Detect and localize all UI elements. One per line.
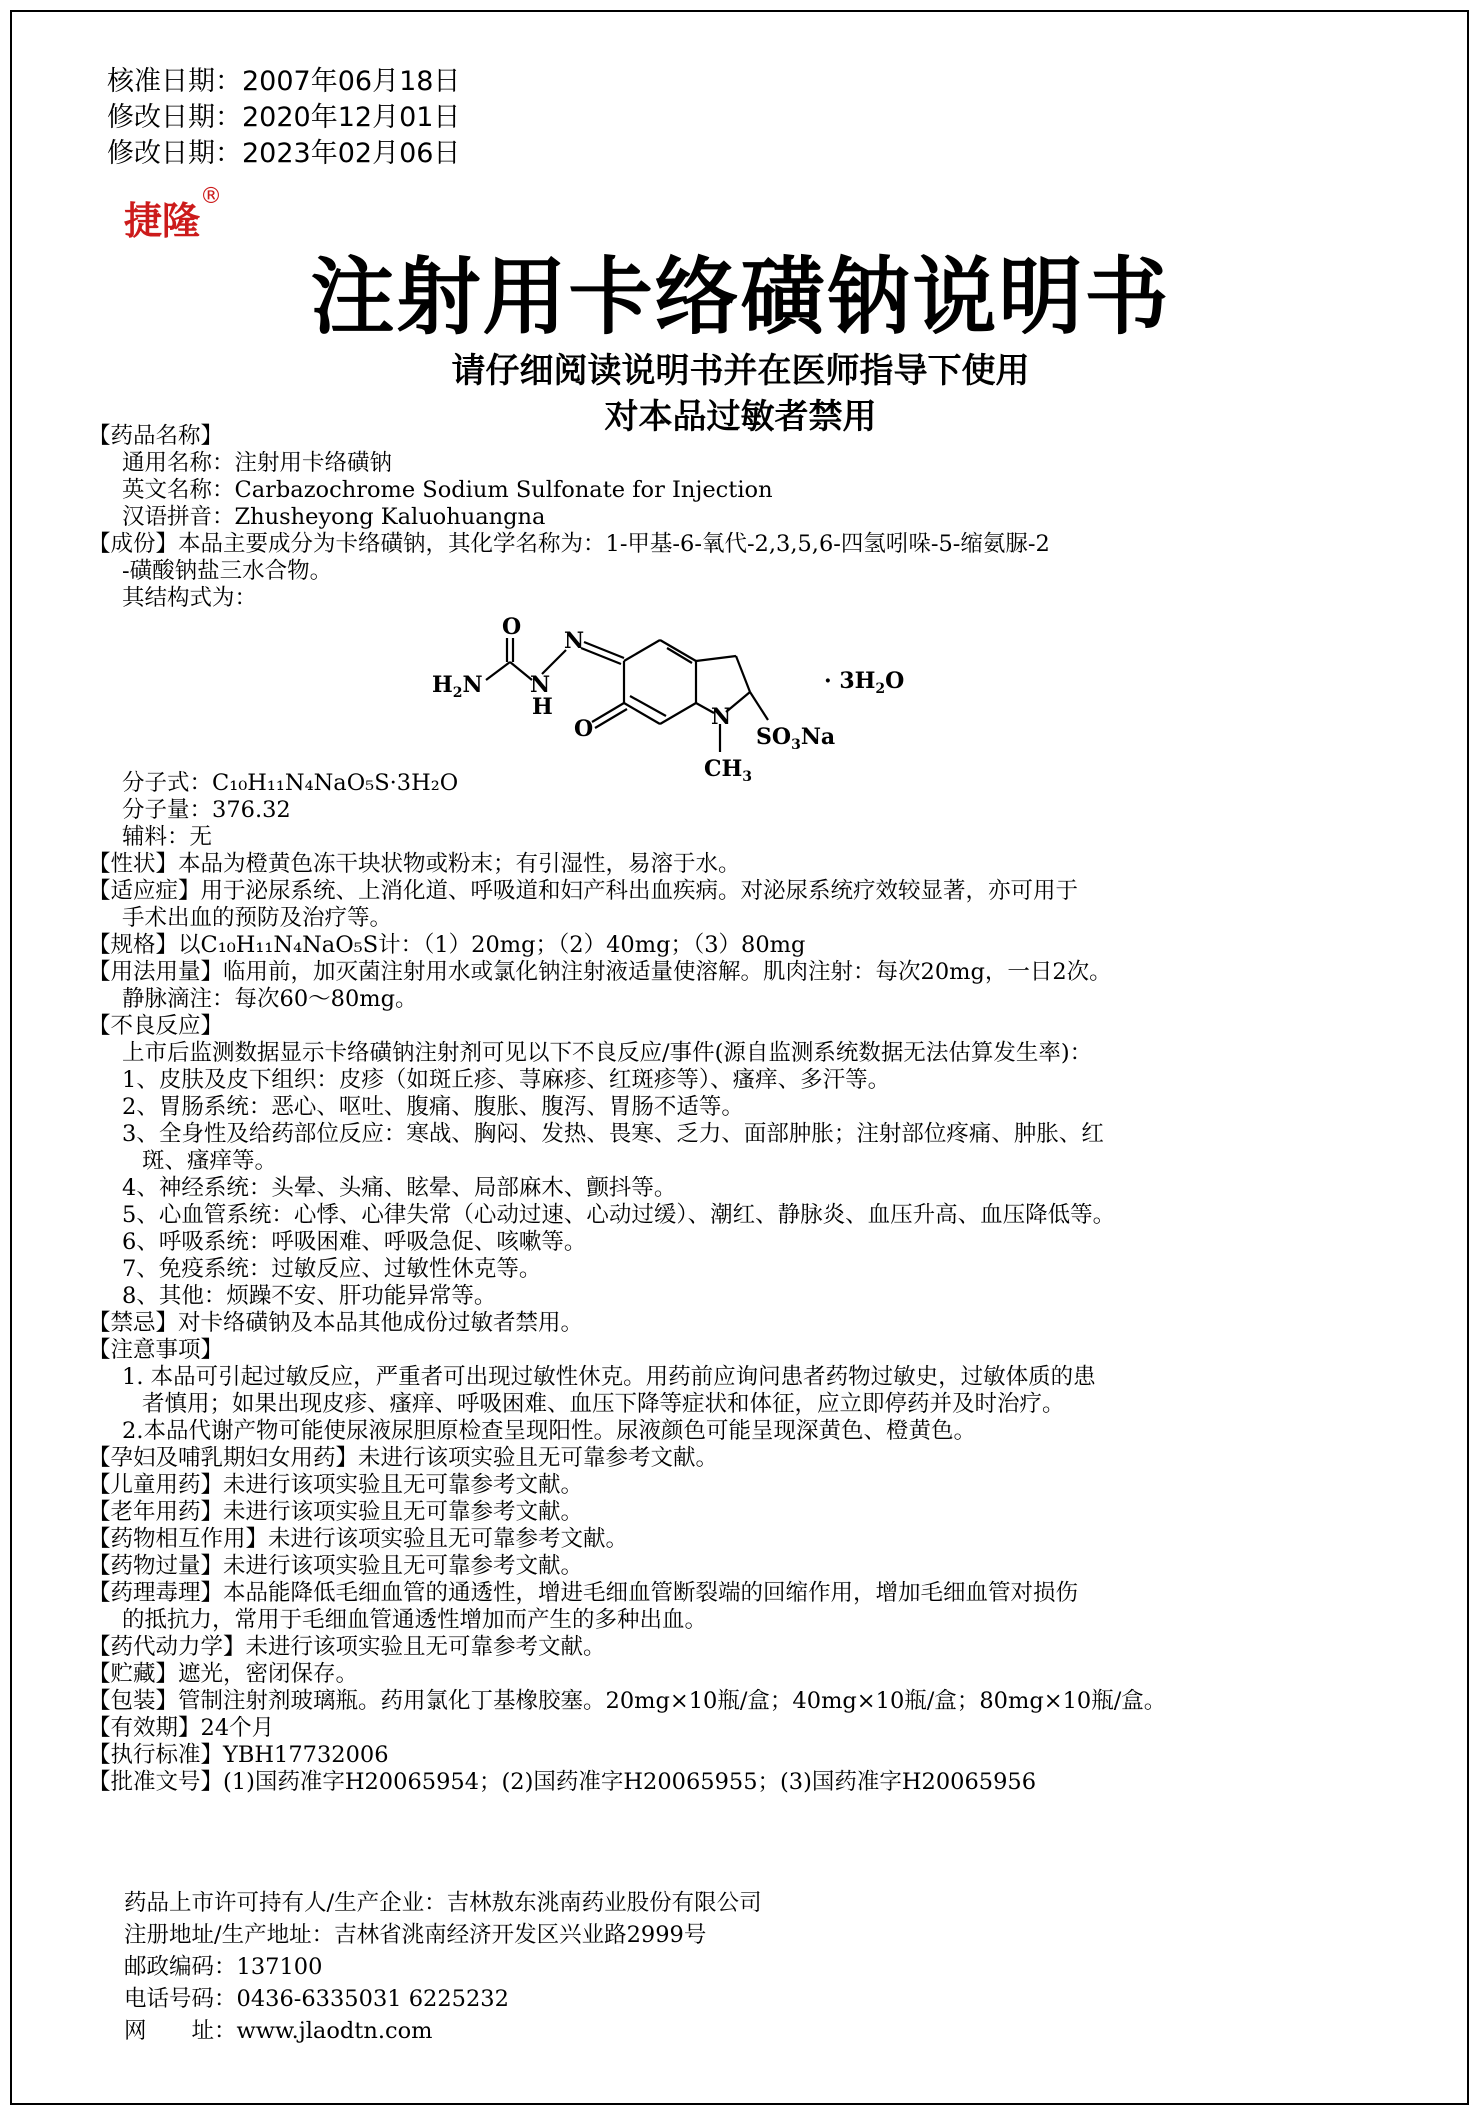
atom-nh-h: H xyxy=(532,694,553,720)
revision-date-1: 修改日期：2020年12月01日 xyxy=(107,102,461,133)
text-line: 英文名称：Carbazochrome Sodium Sulfonate for Injection xyxy=(122,477,773,503)
section-name-composition xyxy=(88,423,1388,612)
text-line: 【用法用量】临用前，加灭菌注射用水或氯化钠注射液适量使溶解。肌肉注射：每次20mg，一日2次。 xyxy=(88,959,1112,985)
text-line: 【药物过量】未进行该项实验且无可靠参考文献。 xyxy=(88,1553,584,1579)
manufacturer: 药品上市许可持有人/生产企业：吉林敖东洮南药业股份有限公司 xyxy=(124,1890,762,1916)
text-line: 分子量：376.32 xyxy=(122,797,291,823)
text-line: 静脉滴注：每次60～80mg。 xyxy=(122,986,418,1012)
text-line: 的抵抗力，常用于毛细血管通透性增加而产生的多种出血。 xyxy=(122,1607,708,1633)
text-line: 1. 本品可引起过敏反应，严重者可出现过敏性休克。用药前应询问患者药物过敏史，过敏体质的患 xyxy=(122,1364,1096,1390)
address: 注册地址/生产地址：吉林省洮南经济开发区兴业路2999号 xyxy=(124,1922,707,1948)
text-line: -磺酸钠盐三水合物。 xyxy=(122,558,333,584)
text-line: 【不良反应】 xyxy=(88,1013,224,1039)
text-line: 【药代动力学】未进行该项实验且无可靠参考文献。 xyxy=(88,1634,606,1660)
atom-nh-n: N xyxy=(530,672,551,698)
text-line: 【注意事项】 xyxy=(88,1337,224,1363)
text-line: 者慎用；如果出现皮疹、瘙痒、呼吸困难、血压下降等症状和体征，应立即停药并及时治疗。 xyxy=(142,1391,1065,1417)
website[interactable]: 网 址：www.jlaodtn.com xyxy=(124,2018,433,2044)
text-line: 【性状】本品为橙黄色冻干块状物或粉末；有引湿性，易溶于水。 xyxy=(88,851,741,877)
approval-dates xyxy=(107,64,460,172)
text-line: 【贮藏】遮光，密闭保存。 xyxy=(88,1661,359,1687)
postal-code: 邮政编码：137100 xyxy=(124,1954,323,1980)
atom-h2n: $H_2N$ xyxy=(432,672,483,701)
text-line: 2、胃肠系统：恶心、呕吐、腹痛、腹胀、腹泻、胃肠不适等。 xyxy=(122,1094,744,1120)
manufacturer-info xyxy=(124,1887,762,2047)
brand-name: 捷隆 xyxy=(124,199,201,243)
hydrate-label: · $3H_2O$ xyxy=(824,668,905,697)
usage-warning: 请仔细阅读说明书并在医师指导下使用 xyxy=(451,351,1030,391)
text-line: 其结构式为： xyxy=(122,585,258,611)
text-line: 【药理毒理】本品能降低毛细血管的通透性，增进毛细血管断裂端的回缩作用，增加毛细血管对损伤 xyxy=(88,1580,1079,1606)
text-line: 【有效期】24个月 xyxy=(88,1715,275,1741)
document-body xyxy=(88,423,1388,1796)
allergy-warning: 对本品过敏者禁用 xyxy=(604,397,877,437)
methyl-group: $CH_3$ xyxy=(704,756,753,781)
text-line: 【规格】以C₁₀H₁₁N₄NaO₅S计：（1）20mg；（2）40mg；（3）80mg xyxy=(88,932,806,958)
text-line: 1、皮肤及皮下组织：皮疹（如斑丘疹、荨麻疹、红斑疹等）、瘙痒、多汗等。 xyxy=(122,1067,891,1093)
text-line: 辅料：无 xyxy=(122,824,213,850)
text-line: 【成份】本品主要成分为卡络磺钠，其化学名称为：1-甲基-6-氧代-2,3,5,6-四氢吲哚-5-缩氨脲-2 xyxy=(88,531,1050,557)
text-line: 3、全身性及给药部位反应：寒战、胸闷、发热、畏寒、乏力、面部肿胀；注射部位疼痛、肿胀、红 xyxy=(122,1121,1104,1147)
registered-mark: ® xyxy=(200,184,223,209)
atom-o-ketone: O xyxy=(574,716,594,742)
atom-n-imine: N xyxy=(564,628,585,654)
atom-o-urea: O xyxy=(502,614,522,640)
text-line: 6、呼吸系统：呼吸困难、呼吸急促、咳嗽等。 xyxy=(122,1229,587,1255)
phone: 电话号码：0436-6335031 6225232 xyxy=(124,1986,509,2012)
text-line: 斑、瘙痒等。 xyxy=(142,1148,278,1174)
text-line: 【儿童用药】未进行该项实验且无可靠参考文献。 xyxy=(88,1472,584,1498)
text-line: 【药品名称】 xyxy=(88,423,224,449)
approval-date: 核准日期：2007年06月18日 xyxy=(107,66,461,97)
text-line: 5、心血管系统：心悸、心律失常（心动过速、心动过缓）、潮红、静脉炎、血压升高、血压降低等。 xyxy=(122,1202,1116,1228)
document-title: 注射用卡络磺钠说明书 xyxy=(310,248,1171,346)
text-line: 【批准文号】(1)国药准字H20065954；(2)国药准字H20065955；(3)国药准字H20065956 xyxy=(88,1769,1037,1795)
text-line: 2.本品代谢产物可能使尿液尿胆原检查呈现阳性。尿液颜色可能呈现深黄色、橙黄色。 xyxy=(122,1418,976,1444)
text-line: 【药物相互作用】未进行该项实验且无可靠参考文献。 xyxy=(88,1526,629,1552)
structure-diagram xyxy=(424,596,1144,781)
text-line: 手术出血的预防及治疗等。 xyxy=(122,905,393,931)
text-line: 上市后监测数据显示卡络磺钠注射剂可见以下不良反应/事件(源自监测系统数据无法估算发生率)： xyxy=(122,1040,1093,1066)
text-line: 【包装】管制注射剂玻璃瓶。药用氯化丁基橡胶塞。20mg×10瓶/盒；40mg×10瓶/盒；80mg×10瓶/盒。 xyxy=(88,1688,1167,1714)
sulfonate-group: $SO_3Na$ xyxy=(756,724,836,753)
structural-formula xyxy=(88,612,1388,781)
text-line: 【老年用药】未进行该项实验且无可靠参考文献。 xyxy=(88,1499,584,1525)
text-line: 7、免疫系统：过敏反应、过敏性休克等。 xyxy=(122,1256,542,1282)
text-line: 【禁忌】对卡络磺钠及本品其他成份过敏者禁用。 xyxy=(88,1310,584,1336)
revision-date-2: 修改日期：2023年02月06日 xyxy=(107,138,461,169)
text-line: 8、其他：烦躁不安、肝功能异常等。 xyxy=(122,1283,497,1309)
text-line: 【适应症】用于泌尿系统、上消化道、呼吸道和妇产科出血疾病。对泌尿系统疗效较显著，亦可用于 xyxy=(88,878,1079,904)
text-line: 【执行标准】YBH17732006 xyxy=(88,1742,389,1768)
text-line: 4、神经系统：头晕、头痛、眩晕、局部麻木、颤抖等。 xyxy=(122,1175,677,1201)
atom-n-ring: N xyxy=(711,704,732,730)
text-line: 通用名称：注射用卡络磺钠 xyxy=(122,450,393,476)
text-line: 汉语拼音：Zhusheyong Kaluohuangna xyxy=(122,504,546,530)
text-line: 分子式：C₁₀H₁₁N₄NaO₅S·3H₂O xyxy=(122,770,459,796)
text-line: 【孕妇及哺乳期妇女用药】未进行该项实验且无可靠参考文献。 xyxy=(88,1445,719,1471)
section-details xyxy=(88,770,1388,1796)
